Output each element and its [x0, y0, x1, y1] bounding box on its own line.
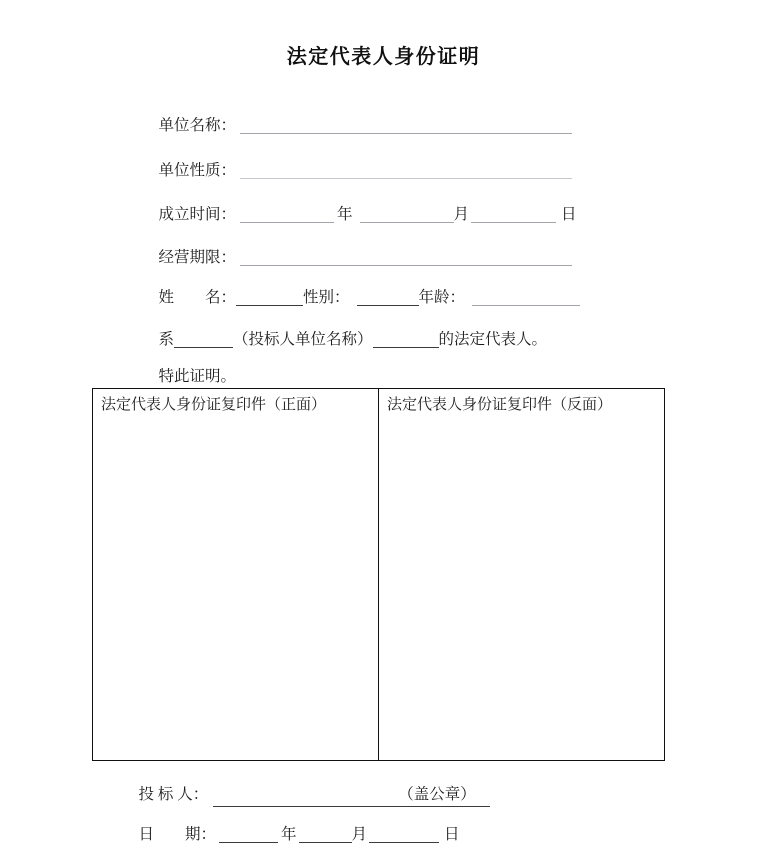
date-year-label: 年 — [281, 826, 297, 843]
id-copy-front-label: 法定代表人身份证复印件（正面） — [101, 397, 327, 413]
unit-nature-blank — [240, 164, 572, 179]
name-blank — [236, 291, 303, 306]
unit-name-blank — [240, 119, 572, 134]
name-label: 姓 名： — [158, 289, 237, 306]
id-copy-back-label: 法定代表人身份证复印件（反面） — [387, 397, 613, 413]
founded-month-label: 月 — [453, 206, 470, 223]
seal-hint: （盖公章） — [398, 786, 476, 803]
date-month-label: 月 — [351, 826, 368, 843]
age-label: 年龄： — [418, 289, 466, 306]
bidder-unit-hint: （投标人单位名称） — [233, 331, 373, 348]
business-term-blank — [240, 251, 572, 266]
date-month-blank — [299, 828, 352, 843]
bidder-label: 投 标 人： — [138, 786, 209, 803]
is-suffix-label: 的法定代表人。 — [438, 331, 548, 348]
hereby-text: 特此证明。 — [158, 368, 237, 385]
date-year-blank — [219, 828, 278, 843]
date-day-label: 日 — [444, 826, 460, 843]
page-title: 法定代表人身份证明 — [286, 46, 481, 68]
business-term-label: 经营期限： — [158, 249, 237, 266]
founded-year-blank — [240, 208, 334, 223]
id-copy-box — [92, 388, 665, 761]
age-blank — [472, 291, 580, 306]
unit-name-label: 单位名称： — [158, 117, 237, 134]
date-row — [123, 802, 460, 848]
founded-day-label: 日 — [561, 206, 577, 223]
founded-month-blank — [360, 208, 454, 223]
bidder-name-blank-2 — [373, 333, 439, 348]
id-copy-back-cell — [379, 389, 664, 760]
gender-blank — [357, 291, 419, 306]
unit-nature-label: 单位性质： — [158, 162, 237, 179]
gender-label: 性别： — [303, 289, 350, 306]
founded-year-label: 年 — [337, 206, 353, 223]
founded-label: 成立时间： — [158, 206, 237, 223]
date-day-blank — [369, 828, 439, 843]
date-label: 日 期： — [138, 826, 217, 843]
founded-day-blank — [471, 208, 556, 223]
is-prefix-label: 系 — [158, 331, 175, 348]
id-copy-front-cell — [93, 389, 379, 760]
